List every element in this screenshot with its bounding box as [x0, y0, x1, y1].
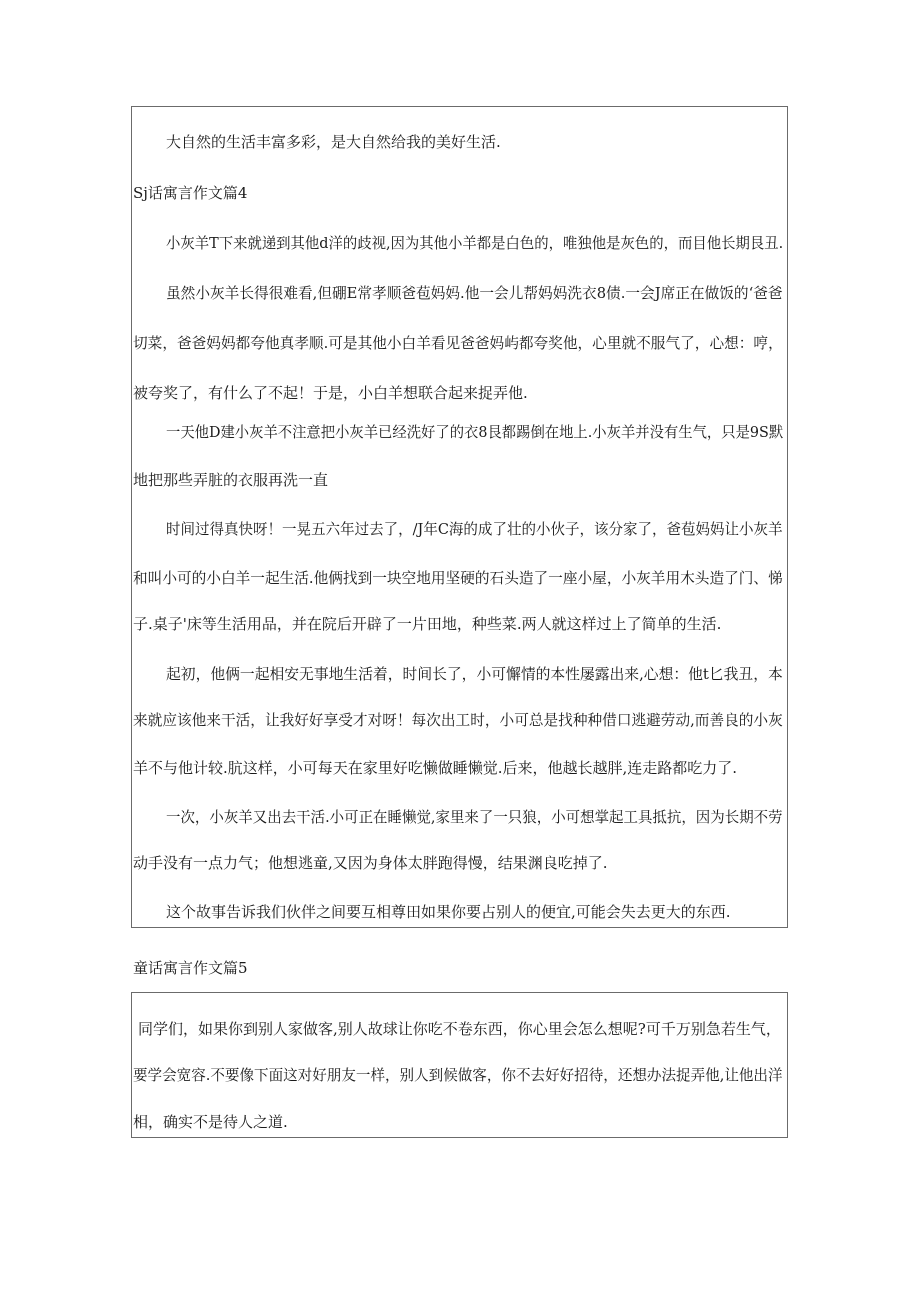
paragraph-line: 切菜，爸爸妈妈都夸他真孝顺.可是其他小白羊看见爸爸妈屿都夸奖他，心里就不服气了，心想：哼，: [133, 334, 783, 352]
paragraph-line: 子.桌子'床等生活用品，并在院后开辟了一片田地，种些菜.两人就这样过上了简单的生活.: [133, 615, 722, 633]
paragraph-line: 起初，他俩一起相安无事地生活着，时间长了，小可懈情的本性屡露出来,心想：他t匕我丑，本: [166, 665, 783, 683]
paragraph-line: 要学会宽容.不要像下面这对好朋友一样，别人到候做客，你不去好好招待，还想办法捉弄他,让他出洋: [133, 1066, 783, 1084]
paragraph-line: 羊不与他计较.肮这样，小可每天在家里好吃懒做睡懒觉.后来，他越长越胖,连走路都吃力了.: [133, 759, 738, 777]
paragraph-line: 虽然小灰羊长得很难看,但硼E常孝顺爸苞妈妈.他一会儿帮妈妈洗衣8债.一会J席正在做饭的‘爸爸: [166, 284, 783, 302]
paragraph-line: 被夸奖了，有什么了不起！于是，小白羊想联合起来捉弄他.: [133, 384, 528, 402]
story-box-1: [131, 106, 788, 928]
story-box-2: [131, 992, 788, 1138]
paragraph-line: 和叫小可的小白羊一起生活.他俩找到一块空地用坚硬的石头造了一座小屋，小灰羊用木头造了门、悌: [133, 569, 783, 587]
section-heading-5: 童话寓言作文篇5: [133, 959, 248, 977]
paragraph-line: 小灰羊T下来就递到其他d洋的歧视,因为其他小羊都是白色的，唯独他是灰色的，而目他长期艮丑.: [166, 234, 784, 252]
paragraph-line: 同学们，如果你到别人家做客,别人故球让你吃不卷东西，你心里会怎么想呢?可千万别急若生气，: [138, 1020, 781, 1038]
paragraph-line: 地把那些弄脏的衣服再洗一直: [133, 471, 329, 489]
paragraph-line: 相，确实不是待人之道.: [133, 1113, 288, 1131]
paragraph-line: 一天他D建小灰羊不注意把小灰羊已经洗好了的衣8艮都踢倒在地上.小灰羊并没有生气，只是9S默: [166, 423, 784, 441]
section-heading-4: Sj话寓言作文篇4: [133, 184, 248, 202]
paragraph-line: 大自然的生活丰富多彩，是大自然给我的美好生活.: [166, 133, 501, 151]
paragraph-line: 时间过得真快呀！一晃五六年过去了，/J年C海的成了壮的小伙子，该分家了，爸苞妈妈让小灰羊: [166, 520, 783, 538]
paragraph-line: 动手没有一点力气；他想逃童,又因为身体太胖跑得慢，结果渊良吃掉了.: [133, 854, 608, 872]
paragraph-line: 这个故事告诉我们伙伴之间要互相尊田如果你要占别人的便宜,可能会失去更大的东西.: [166, 903, 731, 921]
paragraph-line: 一次，小灰羊又出去干活.小可正在睡懒觉,家里来了一只狼，小可想掌起工具抵抗，因为长期不劳: [166, 808, 783, 826]
paragraph-line: 来就应该他来干活，让我好好享受才对呀！每次出工时，小可总是找种种借口逃避劳动,而善良的小灰: [133, 711, 783, 729]
